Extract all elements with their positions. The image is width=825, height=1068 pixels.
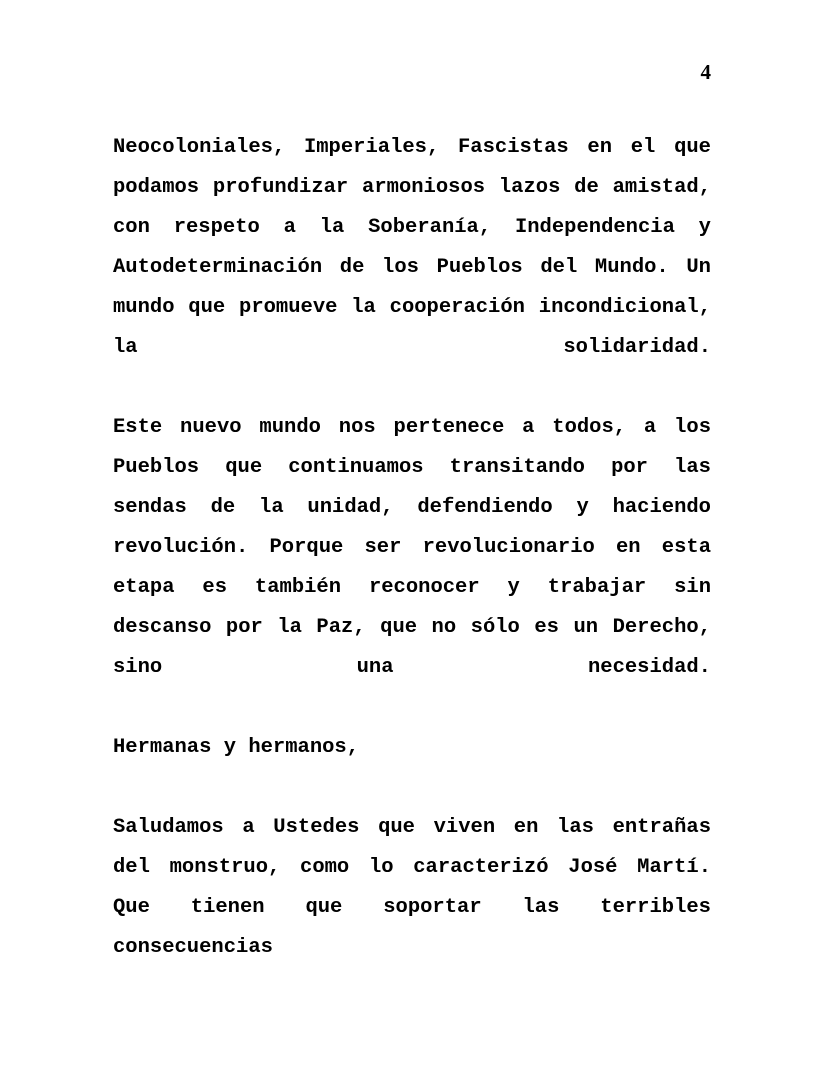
paragraph-3-salutation: Hermanas y hermanos, xyxy=(113,736,360,759)
paragraph-1: Neocoloniales, Imperiales, Fascistas en el que podamos profundizar armoniosos lazos de amistad, con respeto a la Soberanía, Independencia y Autodeterminación de los Pueblos del Mundo. Un mundo que promueve la cooperación incondicional, la solidaridad. xyxy=(113,136,711,359)
document-body xyxy=(113,128,711,968)
page-number: 4 xyxy=(700,60,711,84)
paragraph-2: Este nuevo mundo nos pertenece a todos, a los Pueblos que continuamos transitando por las sendas de la unidad, defendiendo y haciendo revolución. Porque ser revolucionario en esta etapa es también reconocer y trabajar sin descanso por la Paz, que no sólo es un Derecho, sino una necesidad. xyxy=(113,416,711,679)
paragraph-4: Saludamos a Ustedes que viven en las entrañas del monstruo, como lo caracterizó José Martí. Que tienen que soportar las terribles consecuencias xyxy=(113,816,711,959)
